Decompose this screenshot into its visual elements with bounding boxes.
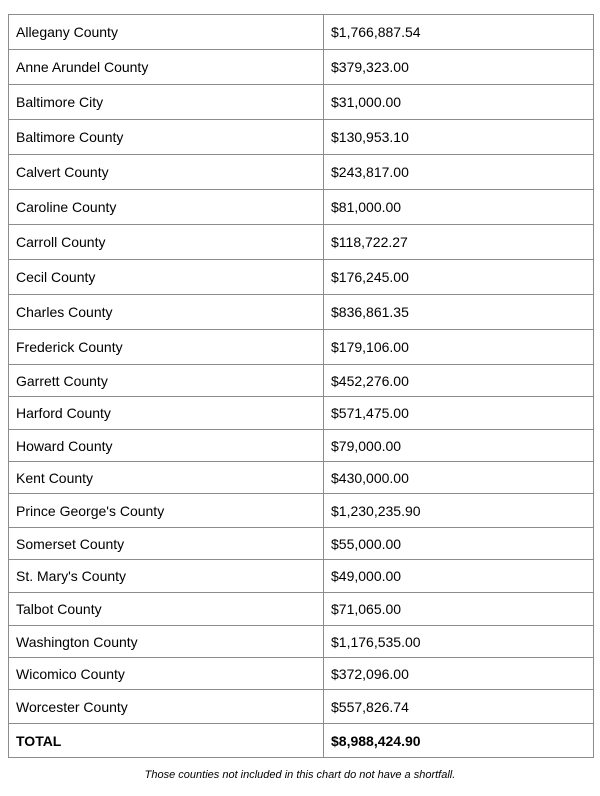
table-row (9, 330, 594, 365)
county-name-cell: Somerset County (9, 528, 324, 560)
table-row (9, 85, 594, 120)
county-name-cell: Carroll County (9, 225, 324, 260)
amount-cell: $243,817.00 (324, 155, 594, 190)
amount-cell: $557,826.74 (324, 690, 594, 724)
amount-cell: $571,475.00 (324, 397, 594, 430)
county-name-cell: Wicomico County (9, 658, 324, 690)
county-shortfall-table (8, 14, 594, 758)
amount-cell: $79,000.00 (324, 430, 594, 462)
table-row (9, 225, 594, 260)
county-name-cell: Charles County (9, 295, 324, 330)
table-row (9, 295, 594, 330)
county-name-cell: Harford County (9, 397, 324, 430)
amount-cell: $81,000.00 (324, 190, 594, 225)
table-row (9, 690, 594, 724)
table-row (9, 626, 594, 658)
table-row (9, 494, 594, 528)
county-name-cell: Howard County (9, 430, 324, 462)
county-name-cell: Garrett County (9, 365, 324, 397)
table-row (9, 560, 594, 593)
county-name-cell: Cecil County (9, 260, 324, 295)
county-shortfall-table-container (8, 14, 592, 758)
amount-cell: $118,722.27 (324, 225, 594, 260)
table-row (9, 397, 594, 430)
total-amount: $8,988,424.90 (324, 724, 594, 758)
amount-cell: $49,000.00 (324, 560, 594, 593)
county-name-cell: Prince George's County (9, 494, 324, 528)
county-name-cell: Calvert County (9, 155, 324, 190)
total-label: TOTAL (9, 724, 324, 758)
amount-cell: $1,176,535.00 (324, 626, 594, 658)
table-row (9, 365, 594, 397)
table-row (9, 190, 594, 225)
total-row (9, 724, 594, 758)
amount-cell: $1,230,235.90 (324, 494, 594, 528)
county-name-cell: Talbot County (9, 593, 324, 626)
county-name-cell: Caroline County (9, 190, 324, 225)
amount-cell: $430,000.00 (324, 462, 594, 494)
amount-cell: $130,953.10 (324, 120, 594, 155)
footnote: Those counties not included in this chart do not have a shortfall. (144, 769, 456, 781)
amount-cell: $379,323.00 (324, 50, 594, 85)
county-name-cell: Allegany County (9, 15, 324, 50)
county-name-cell: St. Mary's County (9, 560, 324, 593)
table-row (9, 528, 594, 560)
amount-cell: $179,106.00 (324, 330, 594, 365)
table-row (9, 260, 594, 295)
table-row (9, 658, 594, 690)
amount-cell: $372,096.00 (324, 658, 594, 690)
amount-cell: $452,276.00 (324, 365, 594, 397)
county-name-cell: Frederick County (9, 330, 324, 365)
county-name-cell: Baltimore County (9, 120, 324, 155)
table-row (9, 430, 594, 462)
table-row (9, 155, 594, 190)
amount-cell: $71,065.00 (324, 593, 594, 626)
amount-cell: $1,766,887.54 (324, 15, 594, 50)
amount-cell: $55,000.00 (324, 528, 594, 560)
table-row (9, 15, 594, 50)
table-row (9, 462, 594, 494)
county-name-cell: Baltimore City (9, 85, 324, 120)
table-row (9, 50, 594, 85)
amount-cell: $176,245.00 (324, 260, 594, 295)
county-name-cell: Kent County (9, 462, 324, 494)
table-row (9, 120, 594, 155)
county-name-cell: Anne Arundel County (9, 50, 324, 85)
amount-cell: $836,861.35 (324, 295, 594, 330)
county-name-cell: Washington County (9, 626, 324, 658)
table-body (9, 15, 594, 758)
amount-cell: $31,000.00 (324, 85, 594, 120)
county-name-cell: Worcester County (9, 690, 324, 724)
table-row (9, 593, 594, 626)
